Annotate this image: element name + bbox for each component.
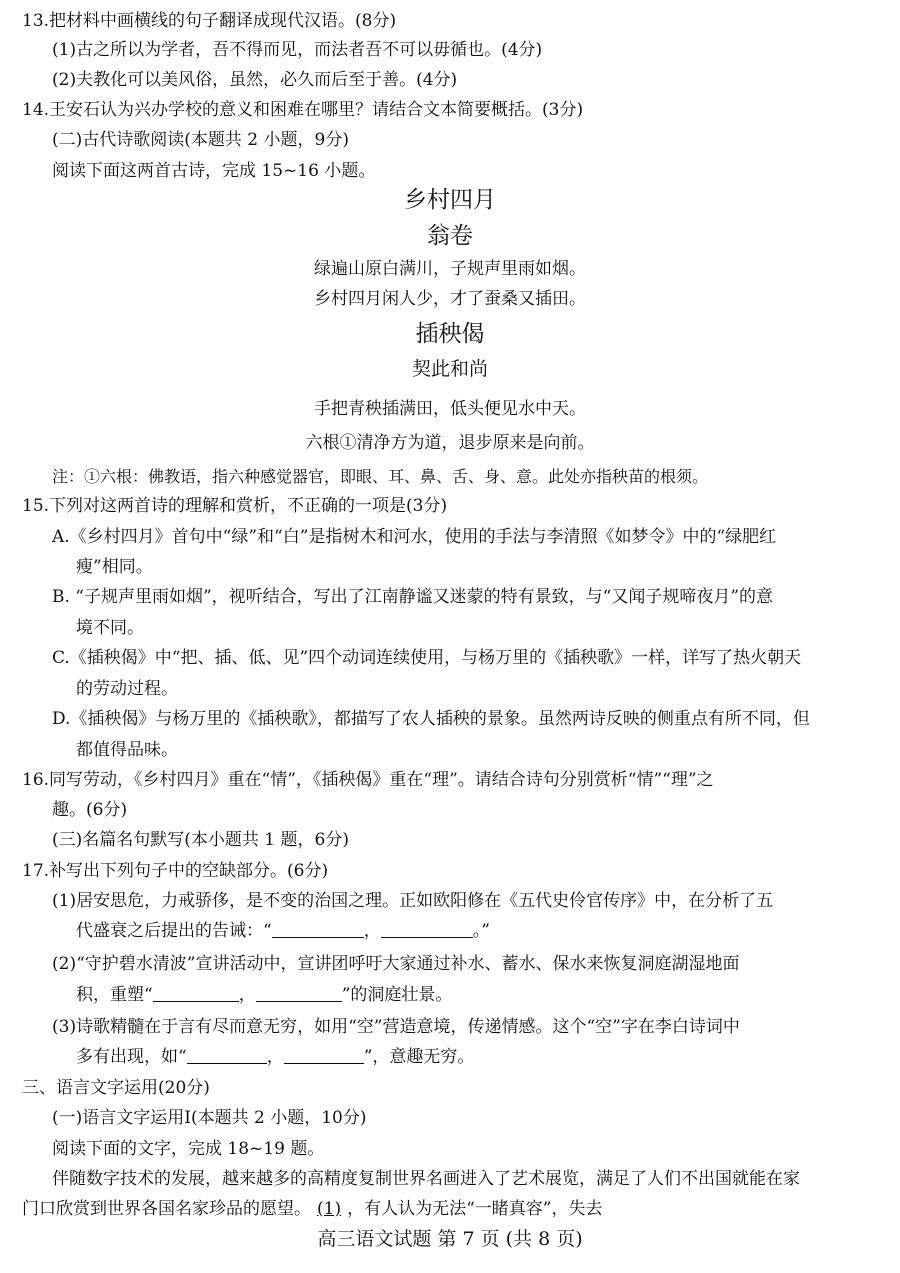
q17-sub1-line2	[76, 921, 490, 941]
poem-note: 注：①六根：佛教语，指六种感觉器官，即眼、耳、鼻、舌、身、意。此处亦指秧苗的根须。	[52, 467, 709, 486]
q13-sub1: (1)古之所以为学者，吾不得而见，而法者吾不可以毋循也。(4分)	[52, 40, 543, 60]
part3-heading: 三、语言文字运用(20分)	[22, 1078, 210, 1098]
q17-sub1-line1: (1)居安思危，力戒骄侈，是不变的治国之理。正如欧阳修在《五代史伶官传序》中，在分析了五	[52, 891, 774, 911]
q15-option-d-line1: D.《插秧偈》与杨万里的《插秧歌》，都描写了农人插秧的景象。虽然两诗反映的侧重点有所不同，但	[52, 709, 810, 729]
passage-line2	[22, 1199, 602, 1219]
q17-sub2-prefix: 积，重塑“	[76, 985, 153, 1005]
q17-sub3-comma: ，	[266, 1047, 284, 1067]
dictation-section-heading: (三)名篇名句默写(本小题共 1 题，6分)	[52, 830, 349, 850]
poem1-line1: 绿遍山原白满川，子规声里雨如烟。	[314, 259, 586, 279]
q17-sub3-line1: (3)诗歌精髓在于言有尽而意无穷，如用“空”营造意境，传递情感。这个“空”字在李白诗词中	[52, 1017, 740, 1037]
answer-blank[interactable]	[381, 921, 473, 938]
q17-sub3-suffix: ”，意趣无穷。	[363, 1047, 475, 1067]
q17-sub3-line2	[76, 1047, 474, 1067]
answer-blank[interactable]	[284, 1047, 364, 1064]
answer-blank[interactable]	[256, 985, 342, 1002]
passage-line2-pre: 门口欣赏到世界各国名家珍品的愿望。	[22, 1199, 311, 1219]
q15-option-c-line1: C.《插秧偈》中“把、插、低、见”四个动词连续使用，与杨万里的《插秧歌》一样，详写了热火朝天	[52, 648, 802, 668]
q15-option-c-line2: 的劳动过程。	[76, 679, 178, 699]
poetry-section-heading: (二)古代诗歌阅读(本题共 2 小题，9分)	[52, 130, 349, 150]
q17-sub2-suffix: ”的洞庭壮景。	[341, 985, 453, 1005]
poem1-title: 乡村四月	[404, 187, 496, 213]
part3-subheading: (一)语言文字运用Ⅰ(本题共 2 小题，10分)	[52, 1108, 367, 1128]
q17-sub3-prefix: 多有出现，如“	[76, 1047, 187, 1067]
page-footer: 高三语文试题 第 7 页 (共 8 页)	[317, 1228, 583, 1250]
q15-option-a-line2: 瘦”相同。	[76, 557, 153, 577]
answer-blank[interactable]	[153, 985, 239, 1002]
answer-blank[interactable]	[187, 1047, 267, 1064]
passage-line2-post: ，有人认为无法“一睹真容”，失去	[347, 1199, 603, 1219]
q17-sub2-line2	[76, 985, 452, 1005]
poetry-section-intro: 阅读下面这两首古诗，完成 15~16 小题。	[52, 161, 376, 181]
passage-line1: 伴随数字技术的发展，越来越多的高精度复制世界名画进入了艺术展览，满足了人们不出国就能在家	[52, 1169, 800, 1189]
poem2-author: 契此和尚	[411, 358, 488, 380]
q17-sub1-suffix: 。”	[472, 921, 490, 941]
poem1-author: 翁卷	[427, 223, 473, 249]
q15-stem: 15.下列对这两首诗的理解和赏析，不正确的一项是(3分)	[22, 496, 448, 516]
passage-blank-marker: (1)	[317, 1199, 342, 1219]
q13-stem: 13.把材料中画横线的句子翻译成现代汉语。(8分)	[22, 11, 397, 31]
q15-option-b-line1: B. “子规声里雨如烟”，视听结合，写出了江南静谧又迷蒙的特有景致，与“又闻子规啼夜月”的意	[52, 587, 774, 607]
poem2-line2: 六根①清净方为道，退步原来是向前。	[305, 433, 595, 453]
poem2-title: 插秧偈	[415, 321, 485, 347]
q17-sub2-line1: (2)“守护碧水清波”宣讲活动中，宣讲团呼吁大家通过补水、蓄水、保水来恢复洞庭湖湿地面	[52, 954, 740, 974]
q17-sub1-comma: ，	[363, 921, 381, 941]
part3-intro: 阅读下面的文字，完成 18~19 题。	[52, 1139, 325, 1159]
q15-option-a-line1: A.《乡村四月》首句中“绿”和“白”是指树木和河水，使用的手法与李清照《如梦令》中的“绿肥红	[52, 527, 777, 547]
poem1-line2: 乡村四月闲人少，才了蚕桑又插田。	[314, 289, 586, 309]
q16-line1: 16.同写劳动，《乡村四月》重在“情”，《插秧偈》重在“理”。请结合诗句分别赏析“情”“理”之	[22, 770, 714, 790]
answer-blank[interactable]	[272, 921, 364, 938]
q13-sub2: (2)夫教化可以美风俗，虽然，必久而后至于善。(4分)	[52, 70, 458, 90]
q17-sub1-prefix: 代盛衰之后提出的告诫：“	[76, 921, 272, 941]
q14-stem: 14.王安石认为兴办学校的意义和困难在哪里？请结合文本简要概括。(3分)	[22, 100, 584, 120]
q15-option-d-line2: 都值得品味。	[76, 740, 178, 760]
poem2-line1: 手把青秧插满田，低头便见水中天。	[314, 399, 586, 419]
q15-option-b-line2: 境不同。	[76, 618, 144, 638]
q17-sub2-comma: ，	[238, 985, 256, 1005]
q17-stem: 17.补写出下列句子中的空缺部分。(6分)	[22, 861, 329, 881]
q16-line2: 趣。(6分)	[52, 800, 128, 820]
